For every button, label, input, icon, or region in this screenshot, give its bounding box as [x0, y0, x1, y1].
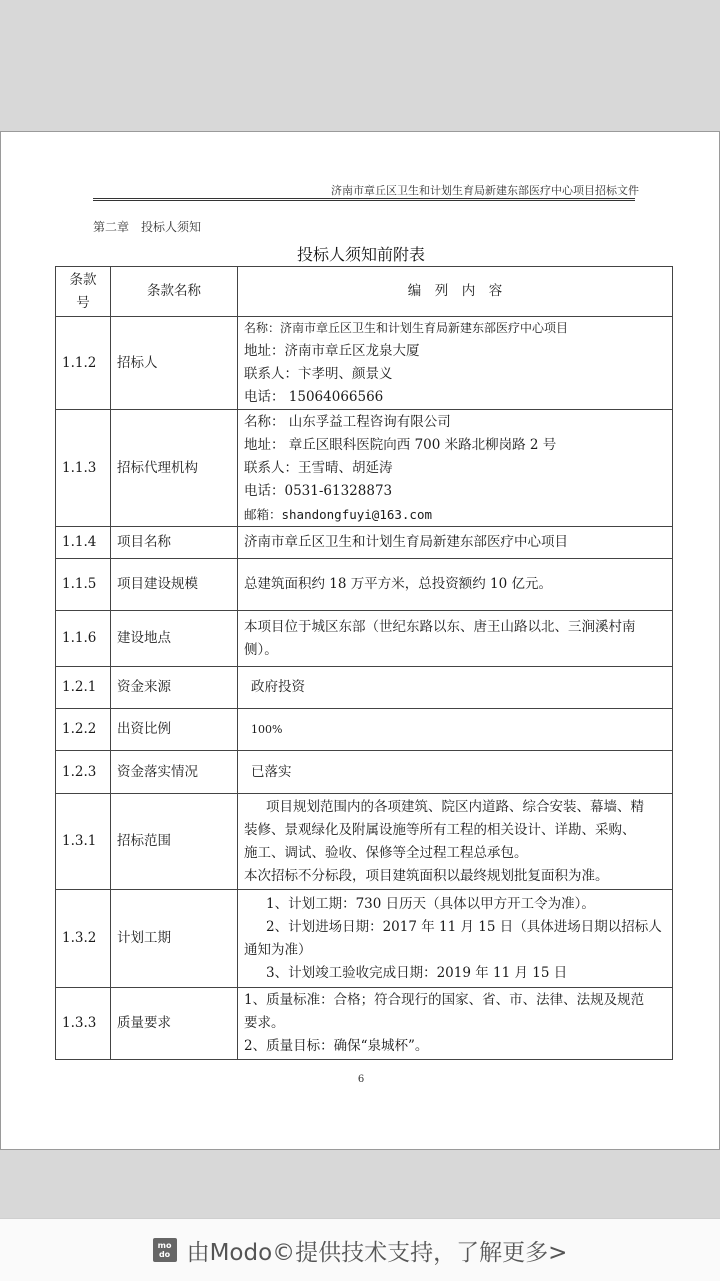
- clause-content: 济南市章丘区卫生和计划生育局新建东部医疗中心项目: [238, 527, 673, 559]
- attachment-table: [55, 266, 673, 1060]
- clause-name: 招标代理机构: [111, 410, 238, 527]
- clause-no: 1.3.2: [56, 890, 111, 988]
- clause-no: 1.1.5: [56, 559, 111, 611]
- table-title: 投标人须知前附表: [296, 245, 425, 264]
- clause-no: 1.2.3: [56, 751, 111, 794]
- header-rule: [93, 198, 635, 201]
- table-row: [56, 751, 673, 794]
- clause-content: 100%: [238, 709, 673, 751]
- clause-no: 1.3.3: [56, 988, 111, 1060]
- clause-content: 本项目位于城区东部（世纪东路以东、唐王山路以北、三涧溪村南 侧）。: [238, 611, 673, 667]
- clause-no: 1.2.2: [56, 709, 111, 751]
- chapter-title: 第二章 投标人须知: [93, 220, 202, 234]
- clause-content: 已落实: [238, 751, 673, 794]
- clause-content: 名称：济南市章丘区卫生和计划生育局新建东部医疗中心项目 地址：济南市章丘区龙泉大厦 联系人：卞孝明、颜景义 电话： 15064066566: [238, 317, 673, 410]
- clause-no: 1.1.2: [56, 317, 111, 410]
- clause-content: 名称： 山东孚益工程咨询有限公司 地址： 章丘区眼科医院向西 700 米路北柳岗路 2 号 联系人：王雪晴、胡延涛 电话：0531-61328873 邮箱：shandongfuyi@163.com: [238, 410, 673, 527]
- clause-name: 资金落实情况: [111, 751, 238, 794]
- clause-name: 招标范围: [111, 794, 238, 890]
- header-clause-name: 条款名称: [111, 267, 238, 317]
- table-header-row: [56, 267, 673, 317]
- modo-logo-icon: mo do: [153, 1238, 177, 1262]
- clause-name: 计划工期: [111, 890, 238, 988]
- clause-name: 质量要求: [111, 988, 238, 1060]
- clause-name: 项目建设规模: [111, 559, 238, 611]
- table-row: [56, 709, 673, 751]
- clause-no: 1.1.6: [56, 611, 111, 667]
- clause-no: 1.1.4: [56, 527, 111, 559]
- table-row: [56, 988, 673, 1060]
- modo-footer-banner[interactable]: [0, 1218, 720, 1281]
- clause-content: 政府投资: [238, 667, 673, 709]
- clause-no: 1.2.1: [56, 667, 111, 709]
- table-row: [56, 794, 673, 890]
- clause-no: 1.1.3: [56, 410, 111, 527]
- clause-name: 建设地点: [111, 611, 238, 667]
- header-clause-no: 条款 号: [56, 267, 111, 317]
- clause-content: 总建筑面积约 18 万平方米，总投资额约 10 亿元。: [238, 559, 673, 611]
- table-row: [56, 559, 673, 611]
- table-row: [56, 527, 673, 559]
- footer-link-text[interactable]: 由Modo©提供技术支持，了解更多>: [186, 1239, 568, 1266]
- clause-name: 资金来源: [111, 667, 238, 709]
- table-row: [56, 890, 673, 988]
- header-content: 编 列 内 容: [238, 267, 673, 317]
- clause-name: 项目名称: [111, 527, 238, 559]
- table-row: [56, 611, 673, 667]
- page-number: 6: [357, 1074, 365, 1085]
- clause-content: 1、质量标准：合格；符合现行的国家、省、市、法律、法规及规范 要求。 2、质量目标：确保“泉城杯”。: [238, 988, 673, 1060]
- table-row: [56, 410, 673, 527]
- clause-content: 1、计划工期：730 日历天（具体以甲方开工令为准）。 2、计划进场日期：2017 年 11 月 15 日（具体进场日期以招标人 通知为准） 3、计划竣工验收完成日期：2019 年 11 月 15 日: [238, 890, 673, 988]
- document-page: [0, 131, 720, 1150]
- clause-name: 招标人: [111, 317, 238, 410]
- table-row: [56, 667, 673, 709]
- clause-no: 1.3.1: [56, 794, 111, 890]
- table-row: [56, 317, 673, 410]
- clause-content: 项目规划范围内的各项建筑、院区内道路、综合安装、幕墙、精 装修、景观绿化及附属设施等所有工程的相关设计、详勘、采购、 施工、调试、验收、保修等全过程工程总承包。 本次招标不分标段，项目建筑面积以最终规划批复面积为准。: [238, 794, 673, 890]
- document-header: 济南市章丘区卫生和计划生育局新建东部医疗中心项目招标文件: [331, 184, 639, 197]
- clause-name: 出资比例: [111, 709, 238, 751]
